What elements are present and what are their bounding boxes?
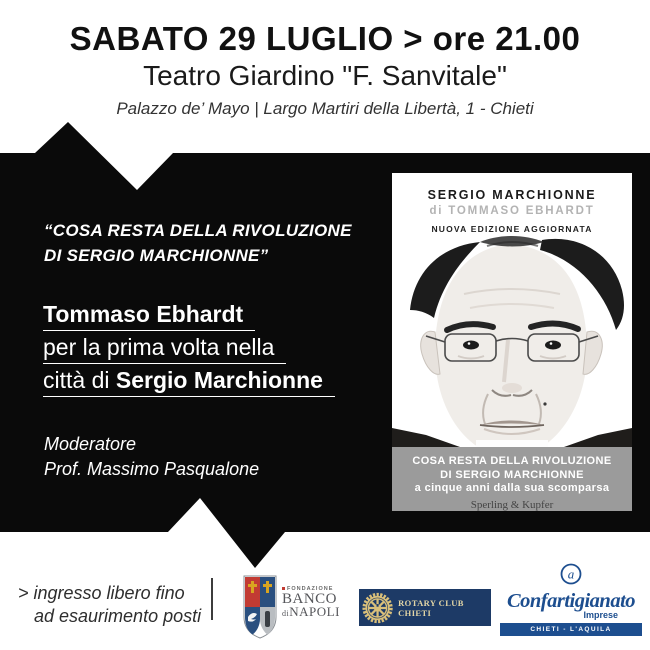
rotary-label: ROTARY CLUB CHIETI (398, 597, 464, 618)
admission-line2: ad esaurimento posti (34, 606, 202, 626)
guest-line3-prefix: città di (43, 367, 116, 393)
book-banner (392, 447, 632, 511)
event-venue: Teatro Giardino "F. Sanvitale" (143, 60, 507, 91)
book-cover (392, 173, 632, 511)
banco-label-line1: BANCO (282, 591, 338, 607)
book-title: SERGIO MARCHIONNE (427, 188, 597, 202)
moderator-name: Prof. Massimo Pasqualone (44, 459, 260, 479)
confartigianato-subtitle: Imprese (583, 610, 618, 620)
banco-fondazione-label: FONDAZIONE (287, 586, 334, 592)
banco-label-di: di (282, 609, 290, 618)
event-address: Palazzo de’ Mayo | Largo Martiri della Libertà, 1 - Chieti (116, 99, 534, 118)
admission-line1: > ingresso libero fino (18, 583, 185, 603)
quote-line2: DI SERGIO MARCHIONNE” (44, 246, 269, 265)
moderator-label: Moderatore (44, 434, 137, 454)
guest-name: Tommaso Ebhardt (43, 301, 255, 331)
guest-line3-name: Sergio Marchionne (115, 367, 323, 393)
book-edition: NUOVA EDIZIONE AGGIORNATA (431, 224, 593, 234)
book-banner-line2: DI SERGIO MARCHIONNE (440, 468, 584, 481)
guest-announcement (43, 301, 335, 400)
book-author: di TOMMASO EBHARDT (429, 205, 595, 217)
quote-line1: “COSA RESTA DELLA RIVOLUZIONE (44, 221, 352, 240)
confartigianato-name: Confartigianato (506, 590, 636, 612)
guest-line3 (43, 367, 335, 397)
banco-label-line2: NAPOLI (289, 604, 340, 619)
confartigianato-bar: CHIETI - L'AQUILA (500, 623, 642, 636)
moderator-block (44, 432, 259, 482)
book-publisher: Sperling & Kupfer (470, 498, 554, 511)
book-banner-line3: a cinque anni dalla sua scomparsa (414, 482, 610, 494)
svg-text:a: a (567, 566, 575, 582)
book-banner-line1: COSA RESTA DELLA RIVOLUZIONE (412, 455, 612, 467)
guest-line2: per la prima volta nella (43, 334, 286, 364)
marchionne-portrait-illustration (392, 232, 632, 447)
event-date-time: SABATO 29 LUGLIO > ore 21.00 (69, 20, 581, 57)
quote-text (44, 218, 352, 268)
